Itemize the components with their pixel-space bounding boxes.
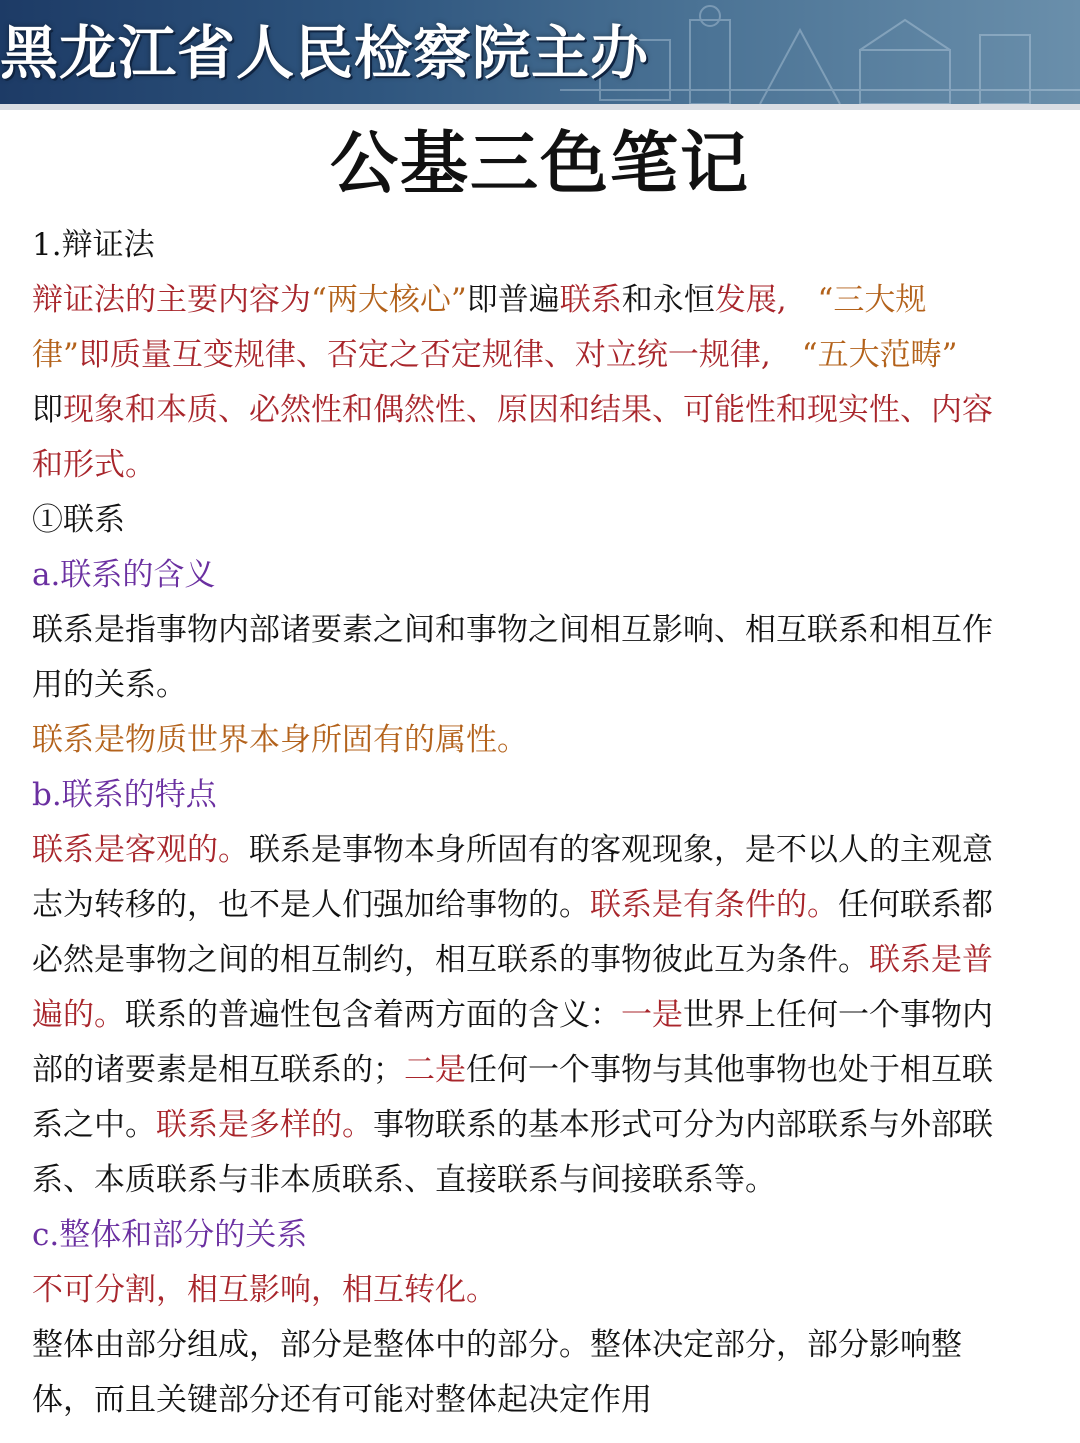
note-line xyxy=(32,988,1042,1043)
note-segment: 和形式。 xyxy=(32,447,156,483)
note-segment: 部的诸要素是相互联系的； xyxy=(32,1052,404,1088)
note-segment: 现象和本质、必然性和偶然性、原因和结果、可能性和现实性、内容 xyxy=(63,392,993,428)
note-segment: 联系是多样的。 xyxy=(156,1107,373,1143)
notes-body xyxy=(32,218,1042,1428)
note-segment: 志为转移的，也不是人们强加给事物的。 xyxy=(32,887,590,923)
note-line xyxy=(32,1318,1042,1373)
note-segment: 联系是事物本身所固有的客观现象，是不以人的主观意 xyxy=(249,832,993,868)
note-segment: 联系是有条件的。 xyxy=(590,887,838,923)
note-line xyxy=(32,1208,1042,1263)
note-segment: 即质量互变规律、否定之否定规律、对立统一规律, xyxy=(78,337,771,373)
note-segment: 律” xyxy=(32,337,79,373)
page-title: 公基三色笔记 xyxy=(329,125,750,204)
banner-divider xyxy=(0,104,1080,110)
note-line xyxy=(32,1153,1042,1208)
note-segment: 联系是指事物内部诸要素之间和事物之间相互影响、相互联系和相互作 xyxy=(32,612,993,648)
note-segment: 1.辩证法 xyxy=(32,227,155,263)
note-segment: 整体由部分组成，部分是整体中的部分。整体决定部分，部分影响整 xyxy=(32,1327,962,1363)
note-segment: b.联系的特点 xyxy=(32,777,217,813)
note-segment: 即 xyxy=(32,392,63,428)
note-line xyxy=(32,548,1042,603)
note-line xyxy=(32,878,1042,933)
note-segment: 辩证法的主要内容为 xyxy=(32,282,311,318)
note-line xyxy=(32,328,1042,383)
note-segment: 联系是客观的。 xyxy=(32,832,249,868)
note-line xyxy=(32,713,1042,768)
note-segment: “五大范畴” xyxy=(770,337,958,373)
note-line xyxy=(32,658,1042,713)
note-segment: 遍的。 xyxy=(32,997,125,1033)
note-line xyxy=(32,933,1042,988)
note-segment: 系、本质联系与非本质联系、直接联系与间接联系等。 xyxy=(32,1162,776,1198)
note-segment: a.联系的含义 xyxy=(32,557,216,593)
note-segment: 即普遍 xyxy=(466,282,560,318)
note-line xyxy=(32,438,1042,493)
note-segment: 必然是事物之间的相互制约，相互联系的事物彼此互为条件。 xyxy=(32,942,869,978)
note-line xyxy=(32,823,1042,878)
header-banner xyxy=(0,0,1080,104)
note-segment: 系之中。 xyxy=(32,1107,156,1143)
note-segment: 联系是物质世界本身所固有的属性。 xyxy=(32,722,528,758)
note-segment: 不可分割，相互影响，相互转化。 xyxy=(32,1272,497,1308)
note-line xyxy=(32,1263,1042,1318)
note-line xyxy=(32,1373,1042,1428)
note-line xyxy=(32,273,1042,328)
note-segment: 联系是普 xyxy=(869,942,993,978)
note-segment: 任何联系都 xyxy=(838,887,993,923)
note-line xyxy=(32,493,1042,548)
note-segment: “两大核心” xyxy=(311,282,467,318)
note-segment: 一是 xyxy=(621,997,683,1033)
note-line xyxy=(32,1043,1042,1098)
note-line xyxy=(32,603,1042,658)
note-segment: 联系 xyxy=(559,282,622,318)
note-segment: 体，而且关键部分还有可能对整体起决定作用 xyxy=(32,1382,652,1418)
note-segment: 事物联系的基本形式可分为内部联系与外部联 xyxy=(373,1107,993,1143)
note-segment: “三大规 xyxy=(786,282,927,318)
note-segment: 任何一个事物与其他事物也处于相互联 xyxy=(466,1052,993,1088)
note-line xyxy=(32,1098,1042,1153)
note-segment: ①联系 xyxy=(32,502,125,538)
note-segment: 世界上任何一个事物内 xyxy=(683,997,993,1033)
note-segment: 二是 xyxy=(404,1052,466,1088)
note-segment: 和永恒 xyxy=(621,282,715,318)
banner-title: 黑龙江省人民检察院主办 xyxy=(0,19,650,87)
note-line xyxy=(32,218,1042,273)
note-segment: 联系的普遍性包含着两方面的含义： xyxy=(125,997,621,1033)
note-segment: 用的关系。 xyxy=(32,667,187,703)
note-segment: c.整体和部分的关系 xyxy=(32,1217,308,1253)
note-line xyxy=(32,768,1042,823)
note-segment: 发展, xyxy=(714,282,787,318)
note-line xyxy=(32,383,1042,438)
